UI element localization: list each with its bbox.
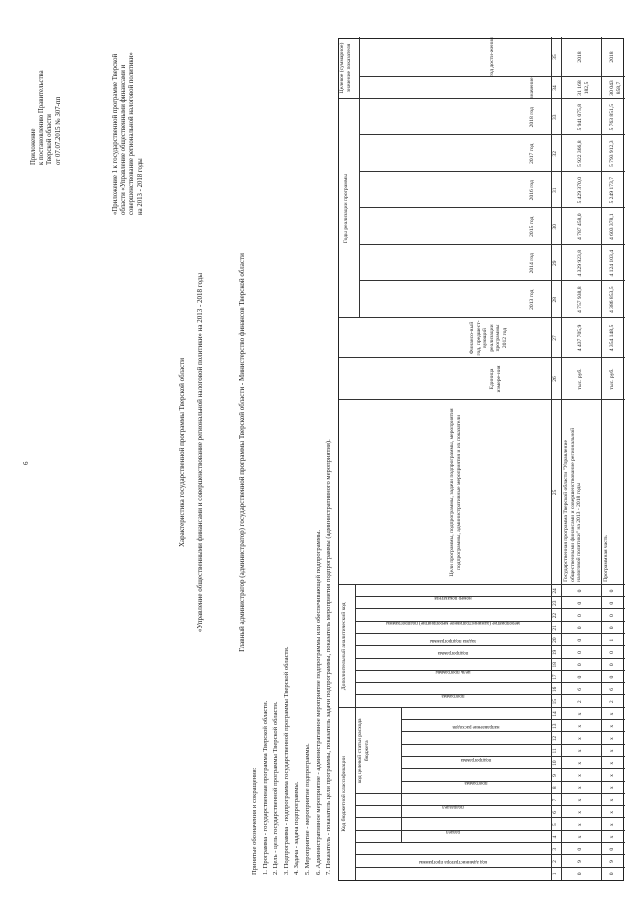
code-cell: 0: [577, 651, 583, 654]
code-cell: x: [577, 749, 583, 753]
unit-col-header: Единица измере-ния: [489, 365, 502, 393]
code-cell: x: [609, 724, 615, 728]
approval-line: Тверской области: [46, 114, 54, 165]
code-cell: x: [609, 774, 615, 777]
year-col-header: 2016 год: [529, 180, 535, 201]
target-header: Целевое (суммарное) значение показателя: [339, 42, 352, 94]
row-year-value: 5 763 851,5: [609, 103, 615, 131]
code-cell: 0: [609, 847, 615, 851]
analytic-col-header: цель программы: [435, 668, 471, 674]
fin-year-col-header: Финансо-вый год, предшест-вующий реализации программы 2012 год: [469, 320, 508, 356]
code-cell: x: [577, 810, 583, 814]
row-year-value: 4 386 853,5: [609, 286, 615, 314]
code-cell: 0: [609, 614, 615, 617]
budget-classification-header: Код бюджетной классификации: [341, 756, 347, 832]
code-cell: x: [577, 774, 583, 777]
table-rule: [601, 37, 602, 880]
code-cell: x: [577, 835, 583, 839]
table-rule: [359, 99, 360, 318]
row-name: Государственная программа Тверской области "Управление общественными финансами и совершенствование региональной налоговой политики" на 2013 - 2018 годы: [563, 427, 583, 582]
column-number: 18: [552, 662, 558, 668]
column-number: 17: [552, 674, 558, 680]
page-number: 6: [22, 461, 30, 465]
column-number: 13: [552, 723, 558, 729]
table-rule: [401, 719, 625, 720]
code-cell: x: [577, 724, 583, 728]
analytic-code-header: Дополнительный аналитический код: [341, 602, 347, 691]
analytic-col-header: номер показателя: [434, 595, 472, 601]
table-rule: [359, 135, 625, 136]
column-number: 21: [552, 625, 558, 631]
column-number: 5: [552, 823, 558, 827]
analytic-col-header: мероприятие (административное мероприятие) подпрограммы: [386, 619, 520, 625]
row-target-value: 31 168 182,5: [577, 80, 590, 96]
column-number: 8: [552, 786, 558, 790]
abbreviation-item: 6. Административное мероприятие - административное мероприятие подпрограммы или обеспечивающей подпрограммы.: [314, 529, 322, 875]
code-cell: x: [577, 761, 583, 765]
table-rule: [359, 37, 360, 99]
column-number: 23: [552, 600, 558, 606]
document-subtitle: «Управление общественными финансами и совершенствование региональной налоговой политики» на 2013 - 2018 годы: [196, 272, 204, 633]
row-year-value: 4 757 938,8: [577, 286, 583, 314]
code-cell: 0: [577, 872, 583, 876]
analytic-col-header: программа: [441, 693, 465, 699]
row-year-value: 5 429 370,0: [577, 176, 583, 204]
code-cell: 0: [577, 614, 583, 617]
column-number: 4: [552, 835, 558, 839]
column-number: 14: [552, 711, 558, 717]
column-number: 7: [552, 798, 558, 802]
code-cell: x: [577, 798, 583, 802]
document-title: Характеристика государственной программы Тверской области: [178, 357, 186, 548]
code-cell: x: [609, 835, 615, 839]
column-number: 2: [552, 860, 558, 863]
row-year-value: 4 603 378,1: [609, 213, 615, 241]
row-year-value: 4 329 923,8: [577, 249, 583, 277]
table-rule: [355, 585, 356, 708]
table-rule: [401, 768, 625, 769]
year-col-header: 2014 год: [529, 253, 535, 274]
row-unit: тыс. руб.: [577, 368, 583, 390]
analytic-col-header: задача подпрограммы: [429, 638, 477, 644]
years-header: Годы реализации программы: [343, 173, 349, 244]
row-name: Программная часть: [603, 535, 609, 582]
analytic-col-header: подпрограмма: [437, 650, 469, 656]
code-cell: 0: [577, 601, 583, 605]
column-number: 6: [552, 811, 558, 814]
code-cell: 9: [609, 860, 615, 863]
abbreviation-item: 7. Показатель - показатель цели программы, показатель задачи подпрограммы, показатель мероприятия подпрограммы (административного мероприятия).: [325, 439, 333, 875]
code-cell: 0: [609, 872, 615, 876]
table-rule: [359, 171, 625, 172]
row-year-value: 5 249 173,7: [609, 176, 615, 204]
column-number: 27: [552, 335, 558, 341]
column-number: 1: [552, 872, 558, 876]
code-cell: 0: [609, 601, 615, 605]
code-cell: x: [577, 737, 583, 740]
name-col-header: Цели программы, подпрограммы, задачи подпрограммы, мероприятия подпрограммы, административные мероприятия и их показатели: [449, 408, 462, 577]
target-year-header: год дости-жения: [489, 37, 495, 77]
code-cell: x: [609, 798, 615, 802]
column-number: 32: [552, 151, 558, 157]
table-rule: [359, 281, 625, 282]
abbreviation-item: 3. Подпрограмма - подпрограмма государственной программы Тверской области.: [282, 646, 290, 875]
column-number: 9: [552, 774, 558, 777]
code-cell: 9: [577, 860, 583, 863]
row-unit: тыс. руб.: [609, 368, 615, 390]
column-number: 11: [552, 748, 558, 754]
column-number: 31: [552, 187, 558, 193]
column-number: 16: [552, 686, 558, 693]
column-number: 25: [552, 489, 558, 496]
year-col-header: 2018 год: [529, 107, 535, 128]
code-cell: 0: [577, 847, 583, 851]
approval-line: к постановлению Правительства: [38, 70, 46, 165]
column-number: 22: [552, 612, 558, 619]
code-cell: 1: [609, 638, 615, 642]
code-cell: x: [577, 712, 583, 716]
code-cell: 0: [609, 589, 615, 593]
code-cell: x: [609, 737, 615, 740]
approval-line: Приложение: [30, 128, 37, 165]
code-cell: 2: [609, 700, 615, 704]
abbreviation-item: 1. Программа - государственная программа Тверской области.: [261, 700, 269, 875]
section-header: раздел: [446, 828, 460, 834]
code-cell: 0: [577, 638, 583, 642]
code-cell: x: [577, 823, 583, 827]
code-cell: x: [609, 786, 615, 790]
code-cell: 0: [609, 675, 615, 679]
row-target-value: 30 043 858,7: [609, 80, 622, 96]
column-number: 24: [552, 588, 558, 594]
target-article-header: код целевой статьи расхода бюджета: [357, 718, 370, 784]
row-year-value: 4 787 458,0: [577, 213, 583, 241]
column-number: 30: [552, 224, 558, 230]
column-number: 12: [552, 735, 558, 742]
abbreviations-heading: Принятые обозначения и сокращения:: [251, 767, 258, 875]
code-cell: 6: [577, 687, 583, 691]
column-number: 10: [552, 760, 558, 766]
subsection-header: подраздел: [442, 804, 464, 810]
code-cell: x: [609, 761, 615, 765]
row-fin-value: 4 354 148,5: [609, 324, 615, 352]
row-target-year: 2018: [609, 51, 615, 63]
year-col-header: 2015 год: [529, 216, 535, 237]
code-cell: 0: [577, 663, 583, 667]
abbreviations-block: [250, 439, 335, 875]
year-col-header: 2017 год: [529, 143, 535, 164]
table-rule: [401, 744, 625, 745]
column-number: 3: [552, 847, 558, 851]
row-year-value: 5 793 912,3: [609, 140, 615, 168]
code-cell: x: [609, 712, 615, 716]
row-year-value: 5 941 075,8: [577, 103, 583, 131]
table-rule: [401, 708, 402, 843]
year-col-header: 2013 год: [529, 289, 535, 310]
column-number: 33: [552, 114, 558, 120]
row-target-year: 2018: [577, 51, 583, 63]
column-number: 35: [552, 54, 558, 60]
code-cell: 0: [577, 675, 583, 679]
column-number: 34: [552, 85, 558, 91]
direction-col-header: направление расходов: [452, 724, 500, 730]
code-cell: x: [609, 810, 615, 814]
code-cell: 2: [577, 700, 583, 704]
code-cell: 0: [577, 589, 583, 593]
abbreviation-item: 5. Мероприятие - мероприятие подпрограммы.: [303, 743, 311, 875]
row-year-value: 4 124 103,4: [609, 249, 615, 277]
admin-code-header: код администратора программы: [418, 858, 488, 864]
code-cell: 0: [609, 663, 615, 667]
target-value-header: значение: [529, 77, 535, 99]
code-cell: x: [609, 823, 615, 827]
approval-block: [30, 70, 63, 165]
column-number: 29: [552, 260, 558, 266]
code-cell: 0: [609, 651, 615, 654]
administrator-line: Главный администратор (администратор) государственной программы Тверской области - Министерство финансов Тверской области: [238, 253, 246, 652]
row-fin-value: 4 437 705,9: [577, 324, 583, 352]
abbreviation-item: 4. Задача - задача подпрограммы.: [293, 781, 301, 875]
table-rule: [359, 244, 625, 245]
code-cell: 0: [609, 626, 615, 630]
column-number: 28: [552, 297, 558, 303]
table-rule: [401, 731, 625, 732]
table-rule: [359, 208, 625, 209]
annex-note: «Приложение 1 к государственной программе Тверской области «Управление общественными финансами и совершенствование региональной налоговой политики» на 2013 - 2018 годы: [112, 52, 144, 215]
abbreviation-item: 2. Цель - цель государственной программы Тверской области.: [272, 701, 280, 875]
subprogram-col-header: подпрограмма: [460, 757, 492, 763]
column-number: 15: [552, 698, 558, 705]
program-col-header: программа: [464, 779, 488, 785]
column-number: 20: [552, 637, 558, 643]
row-year-value: 5 922 366,8: [577, 140, 583, 168]
code-cell: x: [609, 749, 615, 753]
column-number: 26: [552, 376, 558, 382]
table-rule: [561, 37, 562, 880]
approval-line: от 07.07.2015 № 307-пп: [54, 96, 62, 165]
code-cell: 0: [577, 626, 583, 630]
code-cell: 6: [609, 687, 615, 691]
program-table: [338, 38, 624, 881]
code-cell: x: [577, 786, 583, 790]
column-number: 19: [552, 649, 558, 656]
